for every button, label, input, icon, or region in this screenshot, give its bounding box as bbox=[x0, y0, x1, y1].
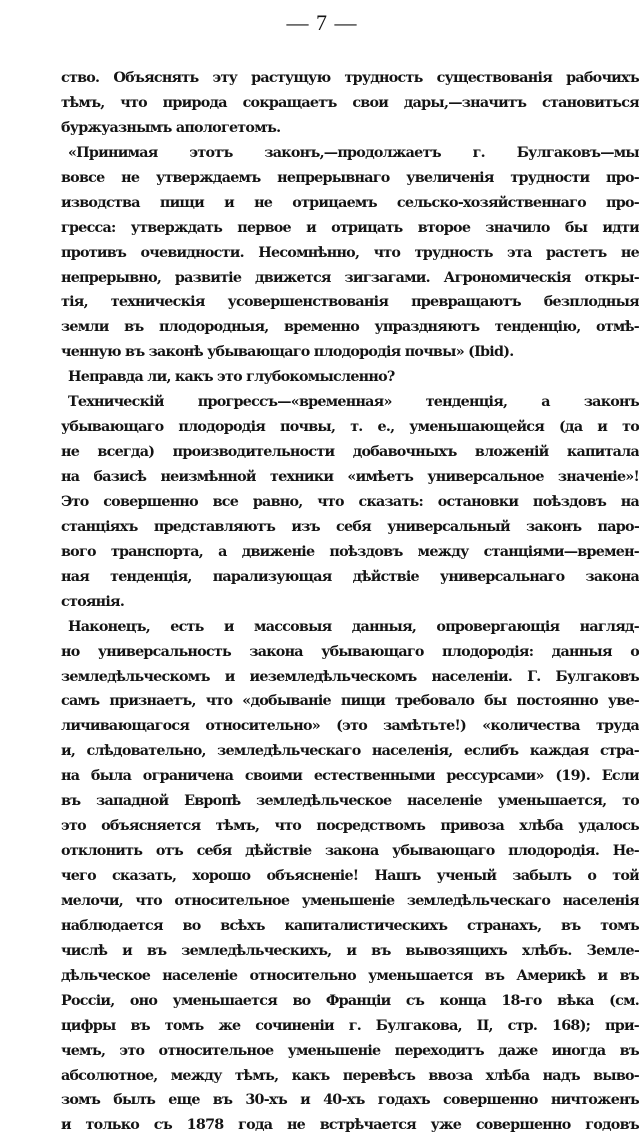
text-line: буржуазнымъ апологетомъ. bbox=[61, 119, 281, 136]
text-line: чего сказать, хорошо объясненіе! Нашъ ученый забылъ о той bbox=[61, 868, 639, 884]
text-line: «Принимая этотъ законъ,—продолжаетъ г. Булгаковъ—мы bbox=[68, 144, 639, 161]
text-line: ство. Объяснять эту растущую трудность существованія рабочихъ bbox=[61, 70, 639, 86]
text-line: на была ограничена своими естественными ресcурсами» (19). Если bbox=[61, 768, 639, 785]
text-line: зомъ былъ еще въ 30-хъ и 40-хъ годахъ совершенно ничтоженъ bbox=[61, 1092, 639, 1109]
text-line: стоянія. bbox=[61, 593, 125, 610]
text-line: въ западной Европѣ земледѣльческое населеніе уменьшается, то bbox=[61, 793, 639, 810]
text-line: отклонить отъ себя дѣйствіе закона убывающаго плодородія. Не- bbox=[61, 843, 639, 860]
text-line: не всегда) производительности добавочныхъ вложеній капитала bbox=[61, 444, 639, 461]
text-line: земли въ плодородныя, временно упраздняютъ тенденцію, отмѣ- bbox=[61, 319, 639, 336]
text-line: но универсальность закона убывающаго плодородія: данныя о bbox=[61, 643, 639, 660]
text-line: убывающаго плодородія почвы, т. е., уменьшающейся (да и то bbox=[61, 419, 639, 436]
text-line: непрерывно, развитіе движется зигзагами. Агрономическія откры- bbox=[61, 269, 639, 286]
text-line: дѣльческое населеніе относительно уменьшается въ Америкѣ и въ bbox=[61, 967, 639, 984]
text-line: чемъ, это относительное уменьшеніе переходитъ даже иногда въ bbox=[61, 1042, 639, 1059]
text-line: абсолютное, между тѣмъ, какъ перевѣсъ ввоза хлѣба надъ выво- bbox=[61, 1067, 639, 1084]
text-line: самъ признаетъ, что «добываніе пищи требовало бы постоянно уве- bbox=[61, 693, 639, 710]
text-line: изводства пищи и не отрицаемъ сельско-хозяйственнаго про- bbox=[61, 194, 639, 211]
text-line: земледѣльческомъ и иеземледѣльческомъ населеніи. Г. Булгаковъ bbox=[61, 668, 639, 685]
text-line: тѣмъ, что природа сокращаетъ свои дары,—значитъ становиться bbox=[61, 94, 639, 111]
text-line: наблюдается во всѣхъ капиталистическихъ странахъ, въ томъ bbox=[61, 917, 639, 934]
text-line: тія, техническія усовершенствованія превращаютъ безплодныя bbox=[61, 294, 639, 311]
text-line: гресса: утверждать первое и отрицать второе значило бы идти bbox=[61, 219, 639, 236]
text-line: мелочи, что относительное уменьшеніе земледѣльческаго населенія bbox=[61, 892, 639, 909]
text-line: и, слѣдовательно, земледѣльческаго населенія, еслибъ каждая стра- bbox=[61, 743, 639, 760]
text-line: цифры въ томъ же сочиненіи г. Булгакова, II, стр. 168); при- bbox=[61, 1017, 639, 1034]
text-line: числѣ и въ земледѣльческихъ, и въ вывозящихъ хлѣбъ. Земле- bbox=[61, 942, 639, 959]
text-line: Неправда ли, какъ это глубокомысленно? bbox=[68, 369, 395, 386]
text-line: это объясняется тѣмъ, что посредствомъ привоза хлѣба удалось bbox=[61, 818, 639, 835]
text-line: вого транспорта, а движеніе поѣздовъ между станціями—времен- bbox=[61, 543, 639, 560]
text-line: ная тенденція, парализующая дѣйствіе универсальнаго закона bbox=[61, 568, 639, 585]
text-line: Наконецъ, есть и массовыя данныя, опровергающія нагляд- bbox=[68, 618, 639, 635]
text-line: ченную въ законѣ убывающаго плодородія почвы» (Ibid). bbox=[61, 344, 514, 361]
text-line: Техническій прогрессъ—«временная» тенденція, а законъ bbox=[68, 394, 639, 411]
text-line: вовсе не утверждаемъ непрерывнаго увеличенія трудности про- bbox=[61, 169, 639, 186]
text-line: личивающагося относительно» (это замѣтьте!) «количества труда bbox=[61, 718, 639, 735]
body-text bbox=[61, 66, 639, 1138]
text-line: противъ очевидности. Несомнѣнно, что трудность эта растетъ не bbox=[61, 244, 639, 261]
page-number: — 7 — bbox=[286, 10, 358, 35]
text-line: и только съ 1878 года не встрѣчается уже совершенно годовъ bbox=[61, 1117, 639, 1134]
text-line: станціяхъ представляютъ изъ себя универсальный законъ паро- bbox=[61, 518, 639, 535]
text-line: Россіи, оно уменьшается во Франціи съ конца 18-го вѣка (см. bbox=[61, 992, 639, 1009]
text-line: на базисѣ неизмѣнной техники «имѣетъ универсальное значеніе»! bbox=[61, 469, 639, 485]
text-line: Это совершенно все равно, что сказать: остановки поѣздовъ на bbox=[61, 493, 639, 510]
